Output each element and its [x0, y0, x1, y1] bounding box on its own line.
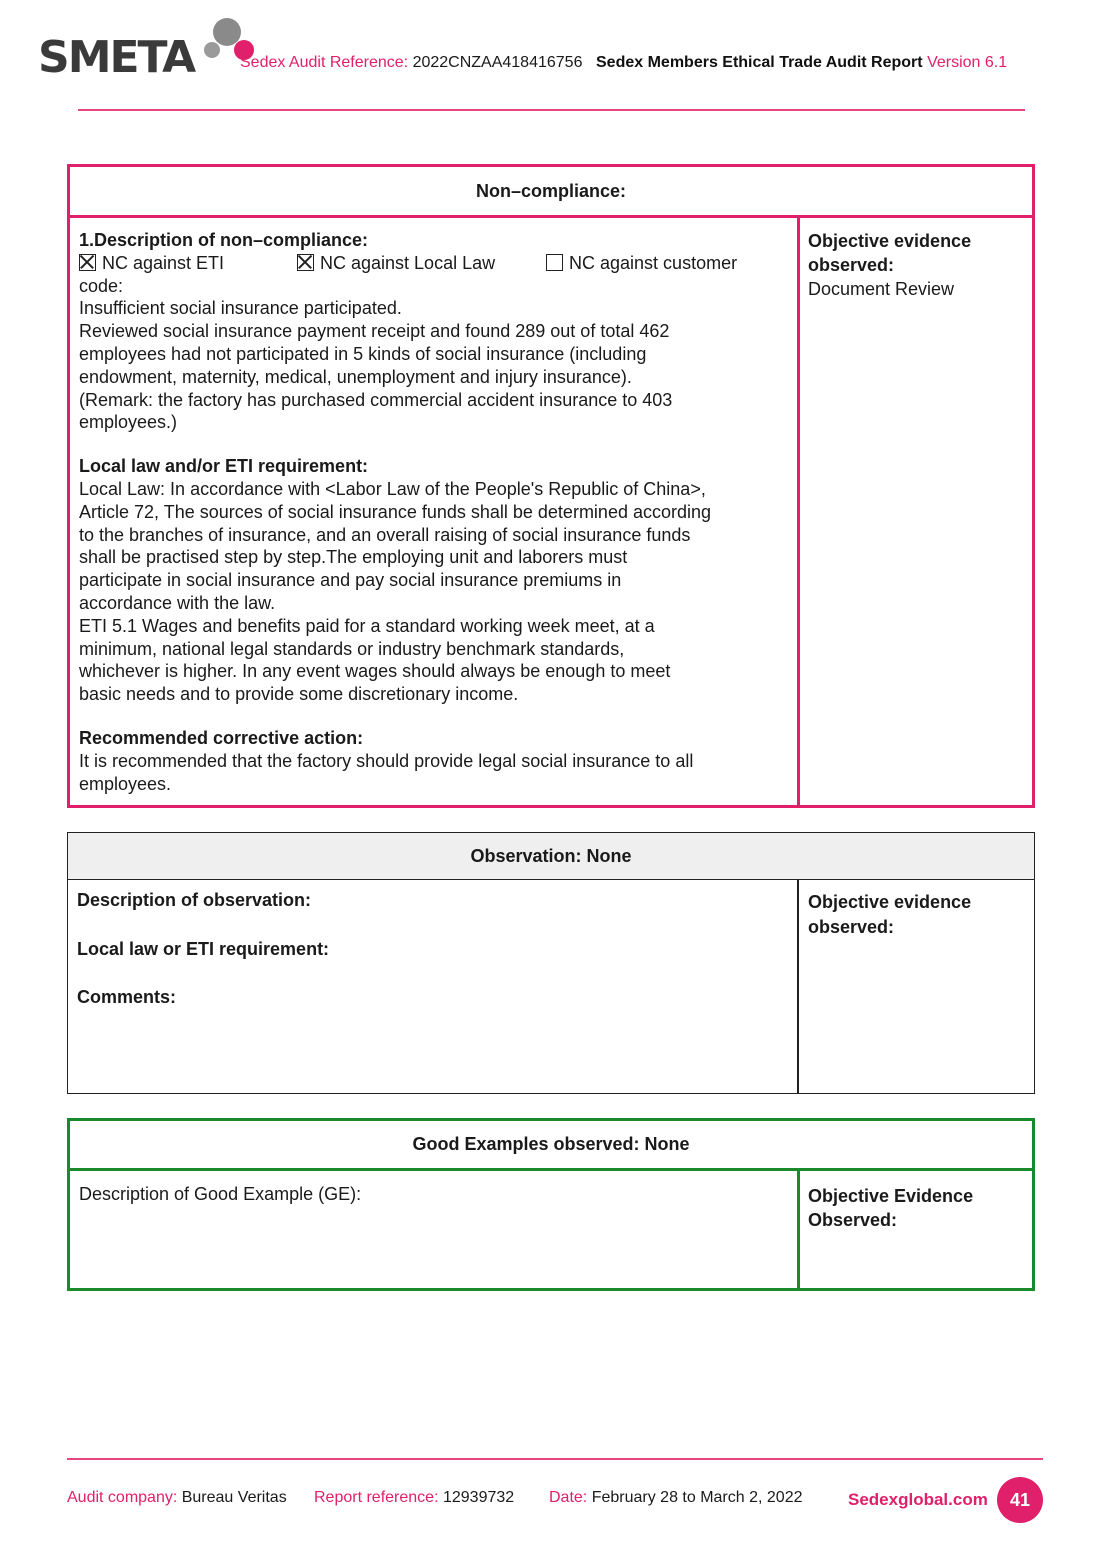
- audit-ref-value: 2022CNZAA418416756: [412, 54, 583, 71]
- description-line: employees.): [79, 412, 178, 433]
- footer-audit-company: [67, 1489, 287, 1507]
- unchecked-box-icon[interactable]: [546, 254, 563, 271]
- nc-eti-label: NC against ETI: [102, 252, 225, 273]
- non-compliance-heading: Non–compliance:: [70, 167, 1032, 218]
- logo-text: SMETA: [38, 32, 195, 83]
- good-example-evidence-label-cont: Observed:: [808, 1210, 898, 1230]
- footer-date: [549, 1489, 802, 1507]
- good-example-evidence-label: Objective Evidence: [808, 1186, 974, 1206]
- nc-against-customer-option: [541, 253, 737, 273]
- audit-company-value: Bureau Veritas: [181, 1489, 287, 1506]
- law-line: shall be practised step by step.The employing unit and laborers must: [79, 547, 628, 568]
- column-divider: [797, 879, 799, 1093]
- footer-divider: [67, 1458, 1043, 1460]
- good-examples-heading: Good Examples observed: None: [70, 1121, 1032, 1171]
- law-line: participate in social insurance and pay social insurance premiums in: [79, 570, 622, 591]
- nc-against-local-law-option: [297, 252, 541, 275]
- observation-description-label: Description of observation:: [77, 890, 312, 910]
- observation-heading: Observation: None: [68, 833, 1034, 880]
- evidence-label-cont: observed:: [808, 255, 895, 275]
- checked-box-icon[interactable]: [297, 254, 314, 271]
- corrective-action-line: employees.: [79, 773, 172, 794]
- evidence-label: Objective evidence: [808, 231, 972, 251]
- observation-description-cell: [77, 890, 787, 1008]
- law-line: Article 72, The sources of social insurance funds shall be determined according: [79, 501, 712, 522]
- header-divider: [78, 109, 1025, 111]
- logo-dot-grey-small: [204, 42, 220, 58]
- law-line: minimum, national legal standards or industry benchmark standards,: [79, 638, 625, 659]
- date-value: February 28 to March 2, 2022: [591, 1489, 803, 1506]
- column-divider: [797, 1168, 800, 1288]
- non-compliance-description-cell: [79, 229, 789, 795]
- description-label: 1.Description of non–compliance:: [79, 230, 369, 250]
- report-ref-value: 12939732: [442, 1489, 515, 1506]
- date-label: Date:: [549, 1489, 588, 1506]
- description-line: endowment, maternity, medical, unemployment and injury insurance).: [79, 366, 632, 387]
- audit-company-label: Audit company:: [67, 1489, 178, 1506]
- checked-box-icon[interactable]: [79, 254, 96, 271]
- nc-local-law-label: NC against Local Law: [320, 252, 496, 273]
- good-example-description-cell: [79, 1184, 789, 1205]
- spacer: [79, 434, 789, 455]
- good-example-description-label: Description of Good Example (GE):: [79, 1184, 362, 1204]
- report-ref-label: Report reference:: [314, 1489, 439, 1506]
- description-line: employees had not participated in 5 kinds of social insurance (including: [79, 343, 647, 364]
- law-line: to the branches of insurance, and an overall raising of social insurance funds: [79, 524, 691, 545]
- footer-report-reference: [314, 1489, 514, 1507]
- law-line: Local Law: In accordance with <Labor Law of the People's Republic of China>,: [79, 478, 706, 499]
- non-compliance-evidence-cell: [808, 229, 1023, 301]
- law-line: ETI 5.1 Wages and benefits paid for a standard working week meet, at a: [79, 615, 655, 636]
- code-label: code:: [79, 275, 124, 296]
- report-title: Sedex Members Ethical Trade Audit Report: [596, 54, 923, 71]
- good-examples-table: [67, 1118, 1035, 1291]
- observation-evidence-cell: [808, 890, 1023, 940]
- non-compliance-table: [67, 164, 1035, 808]
- report-version: Version 6.1: [927, 54, 1008, 71]
- nc-checkbox-row: [79, 252, 789, 275]
- evidence-value: Document Review: [808, 279, 955, 299]
- observation-evidence-label: Objective evidence: [808, 892, 972, 912]
- good-example-evidence-cell: [808, 1184, 1023, 1232]
- observation-comments-label: Comments:: [77, 987, 177, 1007]
- corrective-action-line: It is recommended that the factory should provide legal social insurance to all: [79, 750, 694, 771]
- corrective-action-label: Recommended corrective action:: [79, 727, 364, 748]
- nc-against-eti-option: [79, 252, 297, 275]
- audit-reference: [240, 54, 582, 72]
- law-line: accordance with the law.: [79, 592, 276, 613]
- description-line: Reviewed social insurance payment receipt and found 289 out of total 462: [79, 321, 670, 342]
- nc-customer-label: NC against customer: [569, 252, 738, 273]
- law-label: Local law and/or ETI requirement:: [79, 456, 369, 477]
- report-title-line: [596, 54, 1007, 72]
- description-line: Insufficient social insurance participated.: [79, 298, 402, 319]
- observation-evidence-label-cont: observed:: [808, 917, 895, 937]
- smeta-logo: [38, 18, 228, 88]
- column-divider: [797, 215, 800, 805]
- law-line: basic needs and to provide some discretionary income.: [79, 684, 519, 705]
- law-line: whichever is higher. In any event wages should always be enough to meet: [79, 661, 671, 682]
- page-number-badge: 41: [997, 1477, 1043, 1523]
- audit-ref-label: Sedex Audit Reference:: [240, 54, 409, 71]
- observation-law-label: Local law or ETI requirement:: [77, 939, 330, 959]
- observation-table: [67, 832, 1035, 1094]
- spacer: [79, 706, 789, 727]
- sedex-website-link[interactable]: Sedexglobal.com: [848, 1490, 988, 1509]
- description-line: (Remark: the factory has purchased commercial accident insurance to 403: [79, 389, 673, 410]
